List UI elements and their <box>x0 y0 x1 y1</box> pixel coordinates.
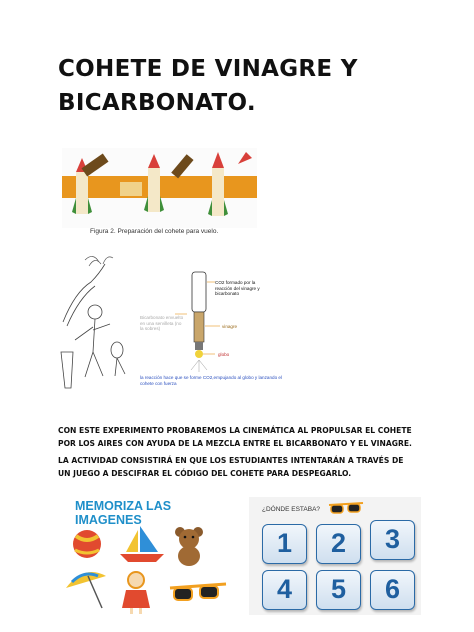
number-button-5[interactable]: 5 <box>316 570 361 610</box>
balloon-icon <box>195 350 203 358</box>
where-title: ¿DÓNDE ESTABA? <box>262 506 321 513</box>
number-button-4[interactable]: 4 <box>262 570 307 610</box>
number-button-1[interactable]: 1 <box>262 524 307 564</box>
bottle-icon <box>81 153 108 176</box>
label-reaction: la reacción hace que se forme CO2,empujando al globo y lanzando el cohete con fuerza <box>140 375 282 386</box>
streamers-icon <box>85 256 113 266</box>
paragraph-activity: LA ACTIVIDAD CONSISTIRÁ EN QUE LOS ESTUDIANTES INTENTARÁN A TRAVÉS DE UN JUEGO A DESCIFRAR EL CÓDIGO DEL COHETE PARA DESPEGARLO. <box>58 456 404 478</box>
sailboat-icon <box>120 526 164 562</box>
number-button-2[interactable]: 2 <box>316 524 361 564</box>
sparks-icon <box>191 360 207 372</box>
label-vinagre: vinagre <box>222 324 238 329</box>
page-title: COHETE DE VINAGRE Y BICARBONATO. <box>58 56 358 116</box>
ball-icon <box>73 530 101 558</box>
doll-icon <box>122 572 150 614</box>
bottle-icon <box>171 154 193 178</box>
label-globo: globo <box>218 352 230 357</box>
label-co2: CO2 formado por la reacción del vinagre y bicarbonato <box>215 280 260 296</box>
umbrella-icon <box>66 572 106 608</box>
box-icon <box>120 182 142 196</box>
figure-caption: Figura 2. Preparación del cohete para vuelo. <box>90 228 219 235</box>
sunglasses-icon <box>328 501 364 515</box>
person-sketch-icon <box>61 264 125 388</box>
rocket-icon <box>238 152 252 164</box>
teddy-bear-icon <box>175 527 203 566</box>
memorize-title: MEMORIZA LAS IMAGENES <box>75 499 172 527</box>
figure-rocket-preparation <box>62 148 257 228</box>
bottle-diagram-icon <box>192 272 206 358</box>
number-button-3[interactable]: 3 <box>370 520 415 560</box>
paragraph-experiment: CON ESTE EXPERIMENTO PROBAREMOS LA CINEMÁTICA AL PROPULSAR EL COHETE POR LOS AIRES CON AYUDA DE LA MEZCLA ENTRE EL BICARBONATO Y EL VINAGRE. <box>58 426 412 448</box>
number-button-6[interactable]: 6 <box>370 570 415 610</box>
label-bicarbonato: Bicarbonato envuelto en una servilleta (no la sobres) <box>140 315 184 331</box>
sunglasses-icon <box>170 584 226 600</box>
